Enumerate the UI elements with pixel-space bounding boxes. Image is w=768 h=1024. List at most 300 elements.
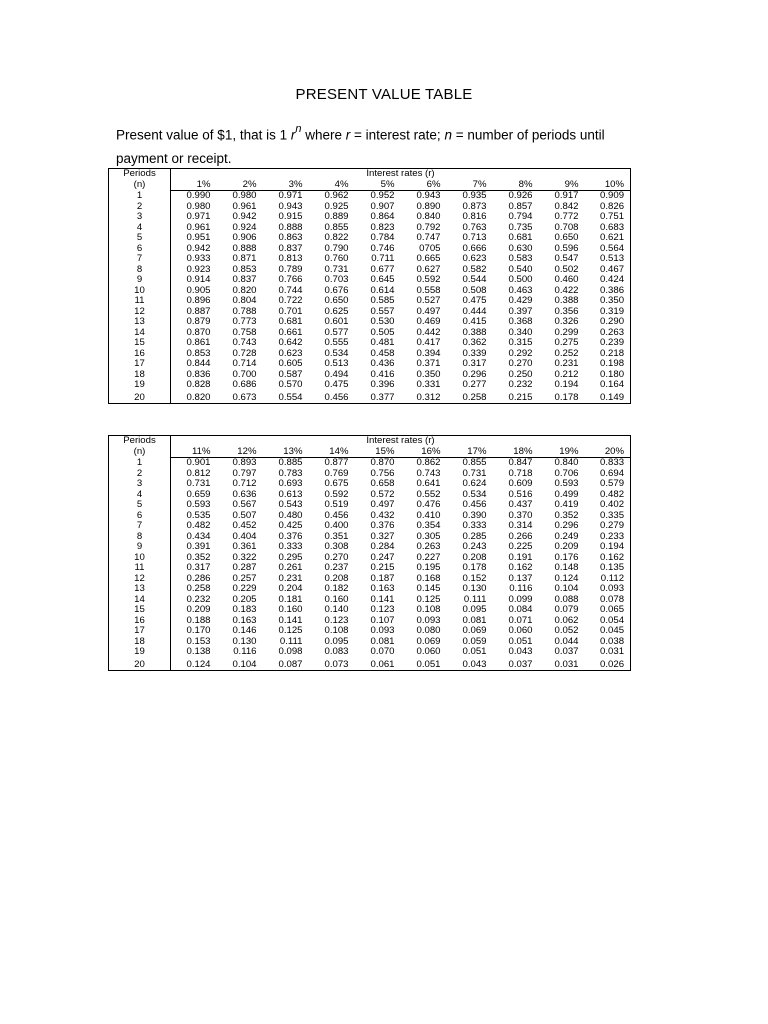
value-cell: 0.137 (508, 572, 533, 584)
value-cell: 0.284 (370, 541, 395, 552)
value-cell: 0.425 (278, 520, 303, 531)
value-cell: 0.935 (462, 190, 487, 201)
period-cell: 6 (109, 244, 171, 255)
period-cell: 4 (109, 223, 171, 234)
value-cell: 0.350 (600, 295, 625, 306)
rate-header: 15% (355, 447, 401, 458)
value-cell: 0.371 (416, 358, 441, 369)
value-cell: 0.917 (554, 190, 579, 201)
value-cell: 0.833 (600, 457, 625, 468)
value-cell: 0.187 (370, 572, 395, 584)
period-cell: 17 (109, 626, 171, 637)
value-cell: 0.558 (416, 284, 441, 296)
value-cell: 0.444 (462, 305, 487, 317)
value-cell: 0.044 (554, 635, 579, 647)
value-cell: 0.456 (462, 499, 487, 510)
value-cell: 0.229 (232, 583, 257, 594)
value-cell: 0.731 (462, 467, 487, 479)
value-cell: 0.108 (324, 625, 349, 636)
value-cell: 0.893 (232, 457, 257, 468)
value-cell: 0.314 (508, 520, 533, 531)
value-cell: 0.614 (370, 284, 395, 296)
value-cell: 0.499 (554, 488, 579, 500)
value-cell: 0.624 (462, 478, 487, 489)
value-cell: 0.888 (232, 242, 257, 254)
value-cell: 0.722 (278, 295, 303, 306)
value-cell: 0.209 (186, 604, 211, 615)
value-cell: 0.208 (462, 551, 487, 563)
value-cell: 0.873 (462, 200, 487, 212)
value-cell: 0.141 (278, 614, 303, 626)
value-cell: 0.162 (600, 551, 625, 563)
table-row (109, 317, 631, 328)
value-cell: 0.609 (508, 478, 533, 489)
value-cell: 0.069 (416, 635, 441, 647)
value-cell: 0.038 (600, 635, 625, 647)
table-row (109, 658, 631, 671)
period-cell: 12 (109, 574, 171, 585)
value-cell: 0.081 (370, 635, 395, 647)
value-cell: 0.789 (278, 263, 303, 275)
value-cell: 0.813 (278, 253, 303, 264)
table-row (109, 605, 631, 616)
value-cell: 0.152 (462, 572, 487, 584)
value-cell: 0.540 (508, 263, 533, 275)
value-cell: 0.059 (462, 635, 487, 647)
value-cell: 0.361 (232, 541, 257, 552)
value-cell: 0.163 (370, 583, 395, 594)
value-cell: 0.853 (232, 263, 257, 275)
value-cell: 0.146 (232, 625, 257, 636)
intro-r-var-2: r (345, 127, 351, 143)
value-cell: 0.180 (600, 368, 625, 380)
value-cell: 0.862 (416, 457, 441, 468)
value-cell: 0.877 (324, 457, 349, 468)
period-cell: 8 (109, 265, 171, 276)
value-cell: 0.088 (554, 593, 579, 605)
value-cell: 0.863 (278, 232, 303, 243)
table-row (109, 359, 631, 370)
value-cell: 0.681 (278, 316, 303, 327)
value-cell: 0.758 (232, 326, 257, 338)
value-cell: 0.231 (554, 358, 579, 369)
value-cell: 0.943 (416, 190, 441, 201)
value-cell: 0.743 (416, 467, 441, 479)
value-cell: 0.870 (370, 457, 395, 468)
value-cell: 0.116 (233, 646, 257, 657)
value-cell: 0.555 (324, 337, 349, 348)
value-cell: 0.124 (554, 572, 579, 584)
value-cell: 0.153 (186, 635, 211, 647)
period-cell: 16 (109, 349, 171, 360)
value-cell: 0.335 (600, 509, 625, 521)
period-cell: 18 (109, 370, 171, 381)
value-cell: 0.062 (554, 614, 579, 626)
value-cell: 0.442 (416, 326, 441, 338)
value-cell: 0.481 (370, 337, 395, 348)
periods-header: Periods (109, 169, 171, 180)
value-cell: 0.731 (186, 478, 211, 489)
value-cell: 0.909 (600, 190, 625, 201)
value-cell: 0.350 (416, 368, 441, 380)
value-cell: 0.942 (232, 211, 257, 222)
value-cell: 0.317 (186, 562, 211, 573)
period-cell: 7 (109, 254, 171, 265)
value-cell: 0.885 (278, 457, 303, 468)
value-cell: 0.051 (508, 635, 533, 647)
present-value-table-1 (108, 168, 631, 404)
value-cell: 0.625 (324, 305, 349, 317)
value-cell: 0.756 (370, 467, 395, 479)
rate-header: 2% (217, 180, 263, 191)
table-row (109, 458, 631, 469)
value-cell: 0.763 (462, 221, 487, 233)
value-cell: 0.747 (416, 232, 441, 243)
rate-header: 10% (585, 180, 631, 191)
value-cell: 0.613 (278, 488, 303, 500)
value-cell: 0.204 (278, 583, 303, 594)
value-cell: 0.093 (600, 583, 625, 594)
period-cell: 5 (109, 500, 171, 511)
value-cell: 0.437 (508, 499, 533, 510)
value-cell: 0.636 (232, 488, 257, 500)
value-cell: 0.397 (508, 305, 533, 317)
value-cell: 0.333 (278, 541, 303, 552)
value-cell: 0.123 (324, 614, 349, 626)
value-cell: 0.497 (370, 499, 395, 510)
value-cell: 0.356 (554, 305, 579, 317)
period-cell: 11 (109, 296, 171, 307)
value-cell: 0.026 (600, 658, 625, 670)
value-cell: 0.434 (186, 530, 211, 542)
value-cell: 0.879 (186, 316, 211, 327)
value-cell: 0.794 (508, 211, 533, 222)
value-cell: 0.037 (508, 658, 533, 670)
value-cell: 0.078 (600, 593, 625, 605)
value-cell: 0.857 (508, 200, 533, 212)
value-cell: 0.263 (416, 541, 441, 552)
value-cell: 0.436 (370, 358, 395, 369)
value-cell: 0.410 (416, 509, 441, 521)
value-cell: 0.195 (416, 562, 441, 573)
value-cell: 0.861 (186, 337, 211, 348)
rate-header: 11% (171, 447, 217, 458)
value-cell: 0.124 (186, 658, 211, 670)
value-cell: 0.534 (324, 347, 349, 359)
value-cell: 0.583 (508, 253, 533, 264)
period-cell: 2 (109, 202, 171, 213)
value-cell: 0.140 (324, 604, 349, 615)
value-cell: 0.141 (370, 593, 395, 605)
value-cell: 0.820 (232, 284, 257, 296)
value-cell: 0.870 (186, 326, 211, 338)
value-cell: 0.061 (370, 658, 395, 670)
value-cell: 0.080 (416, 625, 441, 636)
value-cell: 0.083 (324, 646, 349, 657)
value-cell: 0.095 (324, 635, 349, 647)
period-cell: 9 (109, 275, 171, 286)
intro-text-4: = number of periods until (451, 127, 605, 143)
period-cell: 7 (109, 521, 171, 532)
value-cell: 0.701 (278, 305, 303, 317)
value-cell: 0.429 (508, 295, 533, 306)
value-cell: 0.675 (324, 478, 349, 489)
value-cell: 0.257 (232, 572, 257, 584)
intro-n-var: n (444, 127, 452, 143)
value-cell: 0.051 (462, 646, 487, 657)
value-cell: 0.516 (508, 488, 533, 500)
value-cell: 0.623 (278, 347, 303, 359)
value-cell: 0.317 (462, 358, 487, 369)
value-cell: 0.266 (508, 530, 533, 542)
value-cell: 0.285 (462, 530, 487, 542)
value-cell: 0.743 (232, 337, 257, 348)
period-cell: 4 (109, 490, 171, 501)
value-cell: 0.666 (462, 242, 487, 254)
value-cell: 0.579 (600, 478, 625, 489)
value-cell: 0.400 (324, 520, 349, 531)
value-cell: 0.212 (554, 368, 579, 380)
period-cell: 9 (109, 542, 171, 553)
value-cell: 0.788 (232, 305, 257, 317)
rate-header: 16% (401, 447, 447, 458)
value-cell: 0.804 (232, 295, 257, 306)
period-cell: 8 (109, 532, 171, 543)
rate-header: 6% (401, 180, 447, 191)
value-cell: 0.706 (554, 467, 579, 479)
value-cell: 0.853 (186, 347, 211, 359)
value-cell: 0.362 (462, 337, 487, 348)
value-cell: 0.482 (186, 520, 211, 531)
value-cell: 0.703 (324, 274, 349, 285)
page-title: PRESENT VALUE TABLE (295, 86, 473, 103)
rate-header: 4% (309, 180, 355, 191)
table-row (109, 391, 631, 404)
value-cell: 0.923 (186, 263, 211, 275)
value-cell: 0.054 (600, 614, 625, 626)
period-cell: 17 (109, 359, 171, 370)
value-cell: 0.215 (370, 562, 395, 573)
value-cell: 0.205 (232, 593, 257, 605)
rate-header: 14% (309, 447, 355, 458)
value-cell: 0.432 (370, 509, 395, 521)
value-cell: 0.292 (508, 347, 533, 359)
value-cell: 0.163 (232, 614, 257, 626)
value-cell: 0.951 (186, 232, 211, 243)
rate-header: 9% (539, 180, 585, 191)
value-cell: 0.237 (324, 562, 349, 573)
value-cell: 0.508 (462, 284, 487, 296)
value-cell: 0.098 (278, 646, 303, 657)
value-cell: 0.233 (600, 530, 625, 542)
value-cell: 0.060 (508, 625, 533, 636)
value-cell: 0.422 (554, 284, 579, 296)
value-cell: 0.368 (508, 316, 533, 327)
period-cell: 19 (109, 380, 171, 391)
intro-text-2: where (301, 127, 346, 143)
value-cell: 0.181 (278, 593, 303, 605)
value-cell: 0.394 (416, 347, 441, 359)
value-cell: 0.686 (232, 379, 257, 390)
table-row (109, 233, 631, 244)
period-cell: 10 (109, 553, 171, 564)
value-cell: 0.577 (324, 326, 349, 338)
value-cell: 0.123 (370, 604, 395, 615)
value-cell: 0.627 (416, 263, 441, 275)
value-cell: 0.168 (416, 572, 441, 584)
value-cell: 0.642 (278, 337, 303, 348)
value-cell: 0.744 (278, 284, 303, 296)
value-cell: 0.095 (462, 604, 487, 615)
value-cell: 0.676 (324, 284, 349, 296)
value-cell: 0.507 (232, 509, 257, 521)
value-cell: 0.645 (370, 274, 395, 285)
value-cell: 0.505 (370, 326, 395, 338)
value-cell: 0.070 (370, 646, 395, 657)
value-cell: 0.322 (232, 551, 257, 563)
value-cell: 0.519 (324, 499, 349, 510)
value-cell: 0.277 (462, 379, 487, 390)
value-cell: 0.513 (600, 253, 625, 264)
value-cell: 0.714 (232, 358, 257, 369)
value-cell: 0.961 (186, 221, 211, 233)
value-cell: 0.482 (600, 488, 625, 500)
value-cell: 0.630 (508, 242, 533, 254)
value-cell: 0.552 (416, 488, 441, 500)
value-cell: 0.890 (416, 200, 441, 212)
value-cell: 0.769 (324, 467, 349, 479)
value-cell: 0.352 (554, 509, 579, 521)
value-cell: 0.460 (554, 274, 579, 285)
value-cell: 0.239 (600, 337, 625, 348)
value-cell: 0.194 (554, 379, 579, 390)
value-cell: 0.043 (462, 658, 487, 670)
value-cell: 0.889 (324, 211, 349, 222)
rate-header: 7% (447, 180, 493, 191)
value-cell: 0.135 (600, 562, 625, 573)
value-cell: 0.836 (186, 368, 211, 380)
value-cell: 0.790 (324, 242, 349, 254)
intro-text-line2: payment or receipt. (116, 150, 232, 166)
value-cell: 0.125 (416, 593, 441, 605)
value-cell: 0.842 (554, 200, 579, 212)
value-cell: 0.162 (508, 562, 533, 573)
value-cell: 0.641 (416, 478, 441, 489)
n-header: (n) (109, 180, 171, 191)
value-cell: 0.084 (508, 604, 533, 615)
value-cell: 0.060 (416, 646, 441, 657)
value-cell: 0.227 (416, 551, 441, 563)
value-cell: 0.069 (462, 625, 487, 636)
value-cell: 0.907 (370, 200, 395, 212)
value-cell: 0.661 (278, 326, 303, 338)
value-cell: 0.160 (278, 604, 303, 615)
value-cell: 0.708 (554, 221, 579, 233)
table-row (109, 584, 631, 595)
value-cell: 0.926 (508, 190, 533, 201)
period-cell: 1 (109, 191, 171, 202)
value-cell: 0.840 (554, 457, 579, 468)
value-cell: 0.112 (600, 572, 625, 584)
value-cell: 0.582 (462, 263, 487, 275)
period-cell: 15 (109, 338, 171, 349)
value-cell: 0.712 (232, 478, 257, 489)
table-row (109, 647, 631, 658)
value-cell: 0.847 (508, 457, 533, 468)
rate-header: 5% (355, 180, 401, 191)
period-cell: 20 (109, 658, 171, 671)
period-cell: 10 (109, 286, 171, 297)
value-cell: 0.215 (508, 391, 533, 403)
value-cell: 0.164 (600, 379, 625, 390)
value-cell: 0.822 (324, 232, 349, 243)
value-cell: 0.760 (324, 253, 349, 264)
value-cell: 0.396 (370, 379, 395, 390)
value-cell: 0.855 (324, 221, 349, 233)
value-cell: 0.331 (416, 379, 441, 390)
table-row (109, 626, 631, 637)
value-cell: 0.107 (370, 614, 395, 626)
period-cell: 14 (109, 595, 171, 606)
value-cell: 0.475 (462, 295, 487, 306)
period-cell: 3 (109, 212, 171, 223)
intro-text-1: Present value of $1, that is 1 (116, 127, 291, 143)
rates-header-row (109, 180, 631, 191)
value-cell: 0.942 (186, 242, 211, 254)
header-row (109, 436, 631, 447)
value-cell: 0.319 (600, 305, 625, 317)
value-cell: 0.844 (186, 358, 211, 369)
value-cell: 0.463 (508, 284, 533, 296)
value-cell: 0.871 (232, 253, 257, 264)
value-cell: 0.494 (324, 368, 349, 380)
value-cell: 0.263 (600, 326, 625, 338)
value-cell: 0.783 (278, 467, 303, 479)
present-value-table-2 (108, 435, 631, 671)
value-cell: 0.145 (416, 583, 441, 594)
intro-n-superscript: n (295, 123, 302, 135)
value-cell: 0.713 (462, 232, 487, 243)
value-cell: 0.111 (463, 593, 487, 605)
value-cell: 0.031 (554, 658, 579, 670)
rate-header: 12% (217, 447, 263, 458)
value-cell: 0.299 (554, 326, 579, 338)
table-row (109, 296, 631, 307)
value-cell: 0.286 (186, 572, 211, 584)
value-cell: 0.557 (370, 305, 395, 317)
value-cell: 0.081 (462, 614, 487, 626)
value-cell: 0.232 (508, 379, 533, 390)
value-cell: 0.621 (600, 232, 625, 243)
value-cell: 0.728 (232, 347, 257, 359)
value-cell: 0.693 (278, 478, 303, 489)
value-cell: 0.797 (232, 467, 257, 479)
period-cell: 13 (109, 584, 171, 595)
value-cell: 0.149 (600, 391, 625, 403)
value-cell: 0.896 (186, 295, 211, 306)
value-cell: 0.816 (462, 211, 487, 222)
period-cell: 18 (109, 637, 171, 648)
value-cell: 0.370 (508, 509, 533, 521)
period-cell: 3 (109, 479, 171, 490)
value-cell: 0.308 (324, 541, 349, 552)
value-cell: 0.592 (324, 488, 349, 500)
value-cell: 0.232 (186, 593, 211, 605)
value-cell: 0.812 (186, 467, 211, 479)
value-cell: 0.901 (186, 457, 211, 468)
value-cell: 0.751 (600, 211, 625, 222)
period-cell: 20 (109, 391, 171, 404)
